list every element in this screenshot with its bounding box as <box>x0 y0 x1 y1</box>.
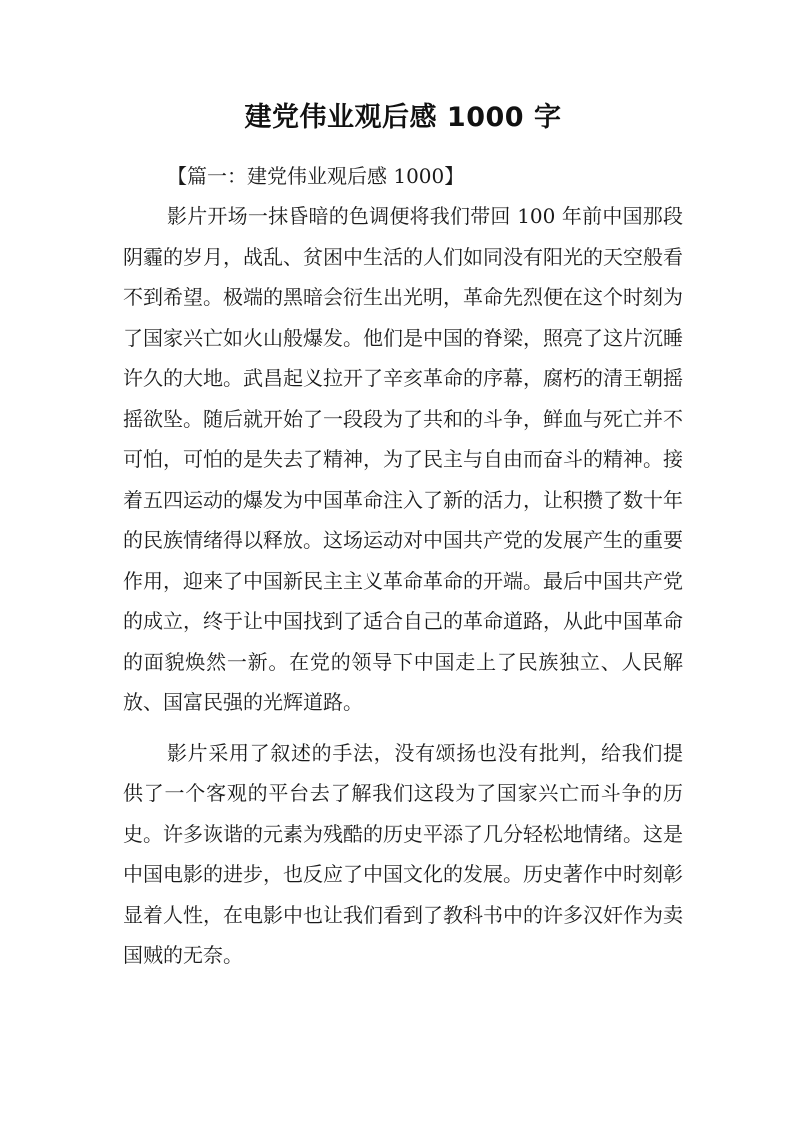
body-paragraph-1: 影片开场一抹昏暗的色调便将我们带回 100 年前中国那段阴霾的岁月，战乱、贫困中生活的人们如同没有阳光的天空般看不到希望。极端的黑暗会衍生出光明，革命先烈便在这个时刻为了国家兴亡如火山般爆发。他们是中国的脊梁，照亮了这片沉睡许久的大地。武昌起义拉开了辛亥革命的序幕，腐朽的清王朝摇摇欲坠。随后就开始了一段段为了共和的斗争，鲜血与死亡并不可怕，可怕的是失去了精神，为了民主与自由而奋斗的精神。接着五四运动的爆发为中国革命注入了新的活力，让积攒了数十年的民族情绪得以释放。这场运动对中国共产党的发展产生的重要作用，迎来了中国新民主主义革命革命的开端。最后中国共产党的成立，终于让中国找到了适合自己的革命道路，从此中国革命的面貌焕然一新。在党的领导下中国走上了民族独立、人民解放、国富民强的光辉道路。 <box>123 204 683 714</box>
document-title: 建党伟业观后感 1000 字 <box>244 102 562 133</box>
body-paragraph-2: 影片采用了叙述的手法，没有颂扬也没有批判，给我们提供了一个客观的平台去了解我们这段为了国家兴亡而斗争的历史。许多诙谐的元素为残酷的历史平添了几分轻松地情绪。这是中国电影的进步，也反应了中国文化的发展。历史著作中时刻彰显着人性，在电影中也让我们看到了教科书中的许多汉奸作为卖国贼的无奈。 <box>123 740 683 967</box>
section-heading: 【篇一：建党伟业观后感 1000】 <box>167 164 465 188</box>
document-page <box>123 88 683 976</box>
